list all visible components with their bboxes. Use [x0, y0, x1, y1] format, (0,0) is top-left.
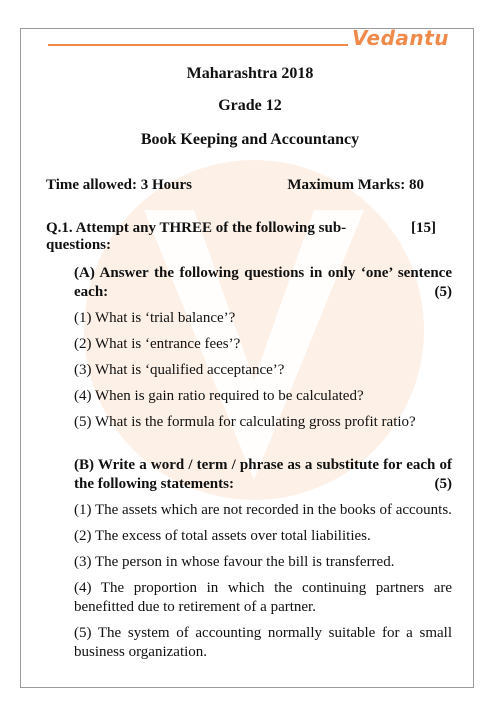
list-item: (2) The excess of total assets over total liabilities.: [74, 528, 371, 544]
list-item: (4) The proportion in which the continuing partners are benefitted due to retirement of a partner.: [74, 580, 452, 615]
question-marks: [15]: [411, 220, 436, 236]
header-rule: [48, 44, 348, 46]
subject-title: Book Keeping and Accountancy: [140, 131, 360, 148]
list-item: (4) When is gain ratio required to be calculated?: [74, 388, 364, 404]
list-item: (2) What is ‘entrance fees’?: [74, 336, 241, 352]
document-content: [48, 58, 452, 662]
list-item: (3) The person in whose favour the bill is transferred.: [74, 554, 395, 570]
list-item: (3) What is ‘qualified acceptance’?: [74, 362, 285, 378]
section-heading-text: (B) Write a word / term / phrase as a substitute for each of the following statements:: [74, 457, 452, 492]
list-item: (1) What is ‘trial balance’?: [74, 310, 236, 326]
time-allowed: Time allowed: 3 Hours: [46, 177, 192, 193]
question-label: Q.1. Attempt any THREE of the following sub-questions:: [46, 220, 347, 253]
question-heading: [46, 220, 452, 254]
section-heading-text: (A) Answer the following questions in only ‘one’ sentence each:: [74, 265, 452, 300]
maximum-marks: Maximum Marks: 80: [287, 177, 424, 193]
section-heading: [74, 456, 452, 494]
section-a: [74, 264, 452, 432]
exam-meta: [46, 177, 452, 194]
vedantu-logo: Vedantu: [352, 26, 449, 50]
section-marks: (5): [434, 476, 452, 492]
section-b: [74, 456, 452, 662]
grade-title: Grade 12: [218, 97, 282, 114]
section-heading: [74, 264, 452, 302]
list-item: (5) What is the formula for calculating gross profit ratio?: [74, 414, 416, 430]
spacer: [48, 432, 452, 446]
board-title: Maharashtra 2018: [186, 65, 314, 82]
list-item: (1) The assets which are not recorded in the books of accounts.: [74, 502, 452, 518]
section-marks: (5): [434, 284, 452, 300]
list-item: (5) The system of accounting normally suitable for a small business organization.: [74, 625, 452, 660]
